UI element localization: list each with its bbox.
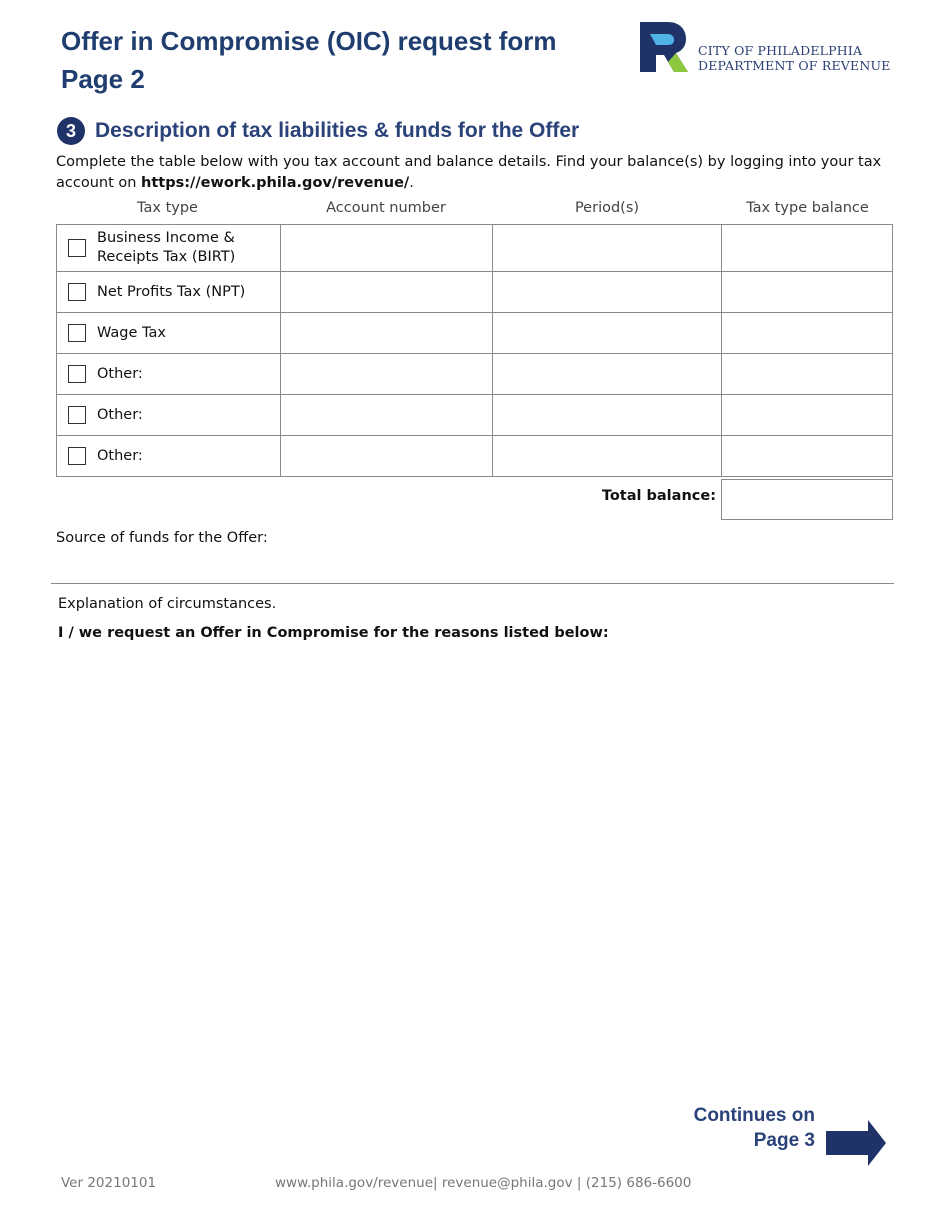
balance-input[interactable]	[722, 313, 893, 354]
column-header-tax-type: Tax type	[137, 200, 198, 216]
periods-input[interactable]	[493, 395, 722, 436]
tax-type-cell	[57, 313, 281, 354]
revenue-logo-icon	[640, 22, 690, 72]
periods-input[interactable]	[493, 313, 722, 354]
logo-text	[698, 43, 891, 73]
tax-type-cell	[57, 395, 281, 436]
balance-input[interactable]	[722, 395, 893, 436]
tax-type-label: Other:	[97, 447, 143, 464]
account-number-input[interactable]	[281, 313, 493, 354]
account-number-input[interactable]	[281, 272, 493, 313]
section-title: Description of tax liabilities & funds for the Offer	[95, 119, 580, 142]
tax-liabilities-table	[56, 224, 893, 477]
tax-type-label: Wage Tax	[97, 324, 166, 341]
tax-type-cell	[57, 436, 281, 477]
explanation-label: Explanation of circumstances.	[58, 596, 277, 612]
section-number-badge: 3	[57, 117, 85, 145]
version-label: Ver 20210101	[61, 1175, 157, 1191]
periods-input[interactable]	[493, 225, 722, 272]
tax-type-label: Other:	[97, 406, 143, 423]
other-checkbox-1[interactable]	[68, 365, 86, 383]
birt-checkbox[interactable]	[68, 239, 86, 257]
divider	[51, 583, 894, 584]
balance-input[interactable]	[722, 354, 893, 395]
table-row	[57, 313, 893, 354]
tax-type-cell	[57, 272, 281, 313]
other-checkbox-3[interactable]	[68, 447, 86, 465]
arrow-right-icon	[826, 1120, 886, 1166]
table-row	[57, 436, 893, 477]
tax-type-label: Business Income & Receipts Tax (BIRT)	[97, 230, 236, 265]
intro-end: .	[409, 175, 414, 191]
section-heading	[57, 116, 579, 146]
account-number-input[interactable]	[281, 395, 493, 436]
table-row	[57, 354, 893, 395]
periods-input[interactable]	[493, 436, 722, 477]
table-row	[57, 272, 893, 313]
request-statement: I / we request an Offer in Compromise for the reasons listed below:	[58, 625, 609, 641]
account-number-input[interactable]	[281, 436, 493, 477]
intro-text: Complete the table below with you tax account and balance details. Find your balance(s) by logging into your tax account on	[56, 154, 882, 191]
title-line-1: Offer in Compromise (OIC) request form	[61, 26, 557, 56]
total-balance-label: Total balance:	[601, 488, 716, 504]
wage-tax-checkbox[interactable]	[68, 324, 86, 342]
column-header-balance: Tax type balance	[746, 200, 869, 216]
balance-input[interactable]	[722, 225, 893, 272]
logo-line-1: CITY OF PHILADELPHIA	[698, 43, 863, 58]
revenue-link[interactable]: https://ework.phila.gov/revenue/	[141, 175, 410, 191]
tax-type-cell	[57, 354, 281, 395]
logo-line-2: DEPARTMENT OF REVENUE	[698, 58, 891, 73]
table-row	[57, 395, 893, 436]
continues-line-2: Page 3	[753, 1130, 815, 1151]
balance-input[interactable]	[722, 436, 893, 477]
periods-input[interactable]	[493, 354, 722, 395]
tax-type-label: Other:	[97, 365, 143, 382]
account-number-input[interactable]	[281, 225, 493, 272]
continues-note	[640, 1103, 815, 1153]
tax-type-cell	[57, 225, 281, 272]
continues-line-1: Continues on	[693, 1105, 815, 1126]
tax-type-label: Net Profits Tax (NPT)	[97, 283, 246, 300]
table-row	[57, 225, 893, 272]
column-header-account-number: Account number	[326, 200, 446, 216]
other-checkbox-2[interactable]	[68, 406, 86, 424]
contact-info: www.phila.gov/revenue| revenue@phila.gov | (215) 686-6600	[275, 1175, 692, 1191]
column-header-periods: Period(s)	[574, 200, 640, 216]
balance-input[interactable]	[722, 272, 893, 313]
intro-paragraph	[56, 152, 896, 194]
title-line-2: Page 2	[61, 64, 145, 94]
page-title	[61, 22, 631, 98]
total-balance-input[interactable]	[721, 479, 893, 520]
account-number-input[interactable]	[281, 354, 493, 395]
source-of-funds-label: Source of funds for the Offer:	[56, 530, 268, 546]
npt-checkbox[interactable]	[68, 283, 86, 301]
periods-input[interactable]	[493, 272, 722, 313]
